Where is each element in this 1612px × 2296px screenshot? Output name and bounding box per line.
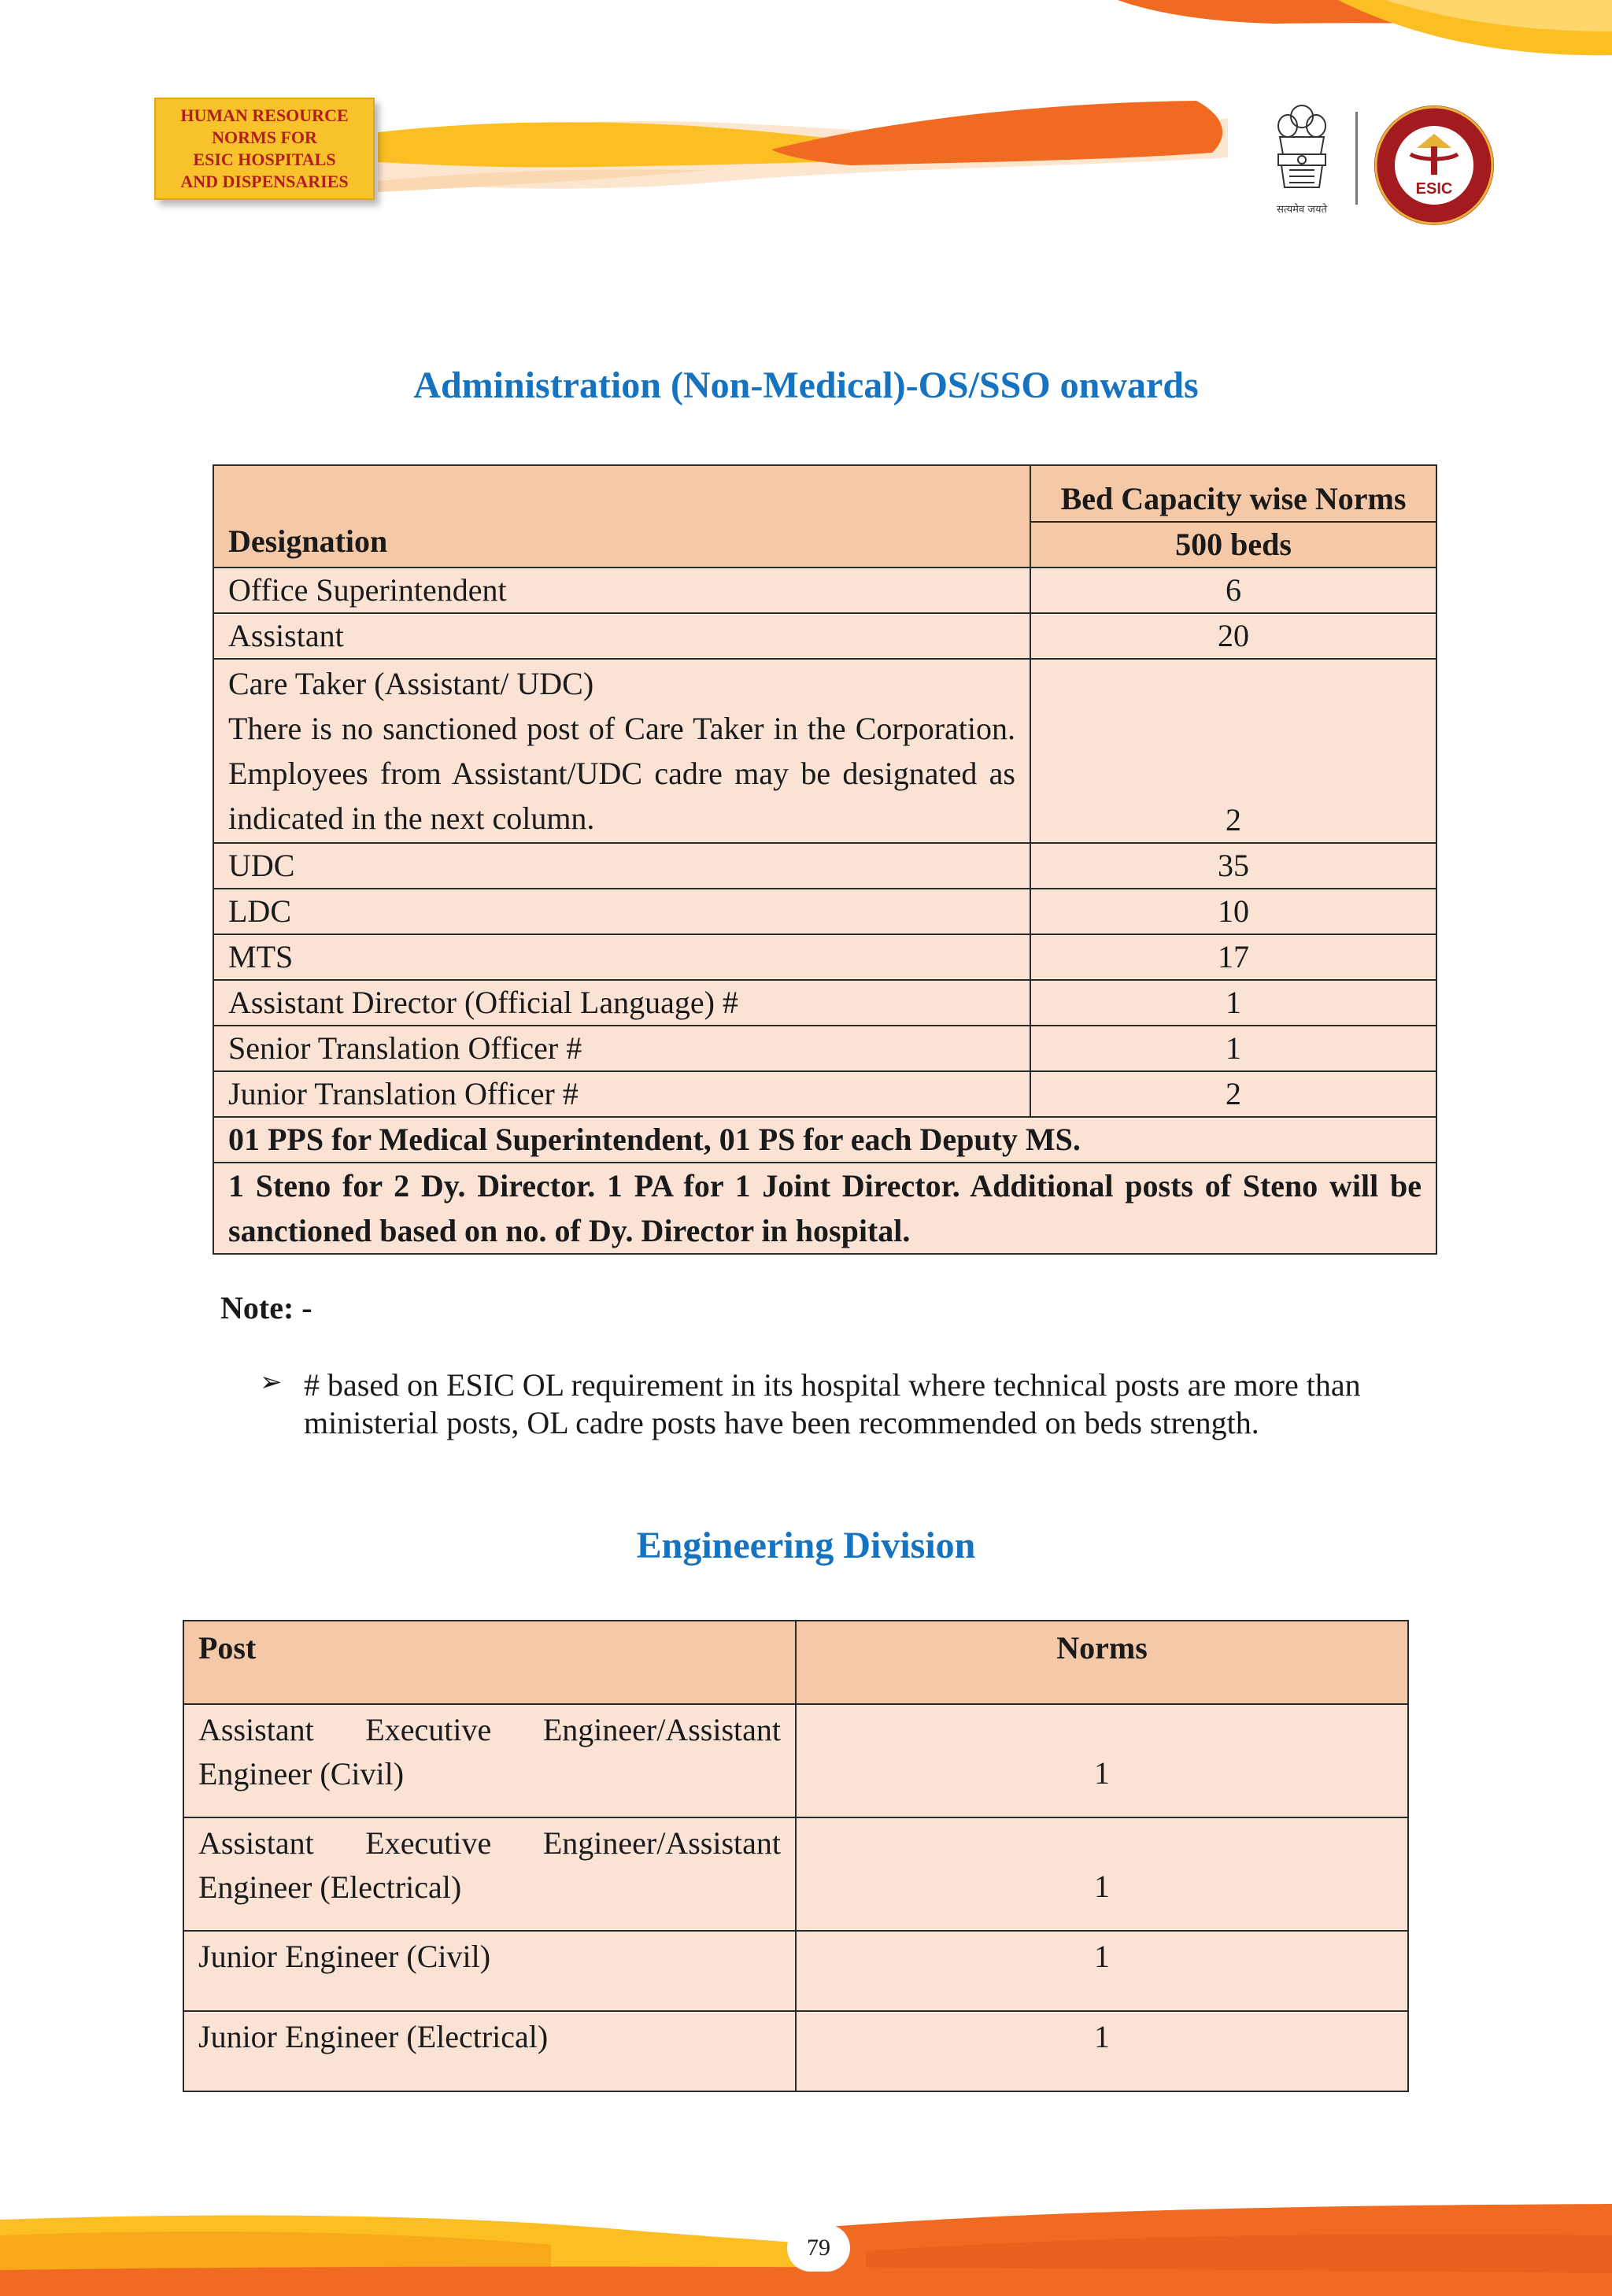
doc-title-line: ESIC HOSPITALS [193, 150, 336, 169]
table-footer-row [213, 1163, 1436, 1254]
emblem-motto: सत्यमेव जयते [1277, 204, 1327, 216]
value-cell: 35 [1030, 843, 1436, 889]
note-label: Note: - [220, 1290, 312, 1325]
value-cell: 1 [796, 1931, 1408, 2011]
admin-norms-table [213, 464, 1437, 1255]
post-cell: Assistant Executive Engineer/Assistant Engineer (Electrical) [183, 1817, 796, 1931]
designation-cell: MTS [213, 934, 1030, 980]
table-row [213, 1026, 1436, 1071]
table-footer-row [213, 1117, 1436, 1163]
caretaker-note: There is no sanctioned post of Care Taker in the Corporation. Employees from Assistant/UDC cadre may be designated as indicated in the next column. [228, 711, 1015, 836]
post-cell: Junior Engineer (Electrical) [183, 2011, 796, 2091]
table-header-row [213, 465, 1436, 522]
table-row [213, 980, 1436, 1026]
value-cell: 20 [1030, 613, 1436, 659]
designation-cell: Senior Translation Officer # [213, 1026, 1030, 1071]
table-header-row [183, 1621, 1408, 1704]
designation-cell: Junior Translation Officer # [213, 1071, 1030, 1117]
doc-title-line: NORMS FOR [212, 128, 317, 147]
value-cell: 1 [796, 2011, 1408, 2091]
norms-header: Bed Capacity wise Norms [1030, 465, 1436, 522]
table-row [213, 568, 1436, 613]
post-cell: Assistant Executive Engineer/Assistant Engineer (Civil) [183, 1704, 796, 1817]
post-header: Post [183, 1621, 796, 1704]
note-text: # based on ESIC OL requirement in its hospital where technical posts are more than ministerial posts, OL cadre posts have been recommended on beds strength. [304, 1367, 1361, 1440]
page-number: 79 [787, 2224, 850, 2272]
doc-title-line: AND DISPENSARIES [180, 172, 349, 191]
engineering-section-title: Engineering Division [636, 1525, 976, 1566]
pps-note: 01 PPS for Medical Superintendent, 01 PS for each Deputy MS. [213, 1117, 1436, 1163]
value-cell: 17 [1030, 934, 1436, 980]
designation-cell: LDC [213, 889, 1030, 934]
table-row [183, 2011, 1408, 2091]
engineering-norms-table [183, 1620, 1409, 2092]
doc-title-line: HUMAN RESOURCE [180, 105, 349, 125]
caretaker-cell [213, 659, 1030, 843]
norms-header: Norms [796, 1621, 1408, 1704]
table-row [183, 1931, 1408, 2011]
value-cell: 2 [1030, 659, 1436, 843]
designation-text: Care Taker (Assistant/ UDC) [228, 666, 594, 701]
arrow-bullet-icon: ➢ [260, 1368, 283, 1397]
table-row [183, 1817, 1408, 1931]
beds-header: 500 beds [1030, 522, 1436, 568]
table-row [183, 1704, 1408, 1817]
value-cell: 1 [796, 1817, 1408, 1931]
table-row [213, 889, 1436, 934]
table-row [213, 659, 1436, 843]
national-emblem-icon [1269, 99, 1335, 217]
value-cell: 1 [1030, 980, 1436, 1026]
designation-header: Designation [213, 465, 1030, 568]
logo-divider [1355, 112, 1358, 205]
table-row [213, 1071, 1436, 1117]
steno-note: 1 Steno for 2 Dy. Director. 1 PA for 1 Joint Director. Additional posts of Steno will be sanctioned based on no. of Dy. Director in hospital. [213, 1163, 1436, 1254]
table-row [213, 613, 1436, 659]
designation-cell: Office Superintendent [213, 568, 1030, 613]
admin-section-title: Administration (Non-Medical)-OS/SSO onwards [413, 364, 1199, 406]
esic-logo-icon [1371, 102, 1497, 228]
value-cell: 1 [796, 1704, 1408, 1817]
designation-cell: Assistant [213, 613, 1030, 659]
designation-cell: Assistant Director (Official Language) # [213, 980, 1030, 1026]
value-cell: 2 [1030, 1071, 1436, 1117]
value-cell: 6 [1030, 568, 1436, 613]
svg-text:ESIC: ESIC [1415, 180, 1453, 198]
value-cell: 10 [1030, 889, 1436, 934]
table-row [213, 934, 1436, 980]
document-title-badge [154, 98, 375, 200]
post-cell: Junior Engineer (Civil) [183, 1931, 796, 2011]
table-row [213, 843, 1436, 889]
value-cell: 1 [1030, 1026, 1436, 1071]
designation-cell: UDC [213, 843, 1030, 889]
